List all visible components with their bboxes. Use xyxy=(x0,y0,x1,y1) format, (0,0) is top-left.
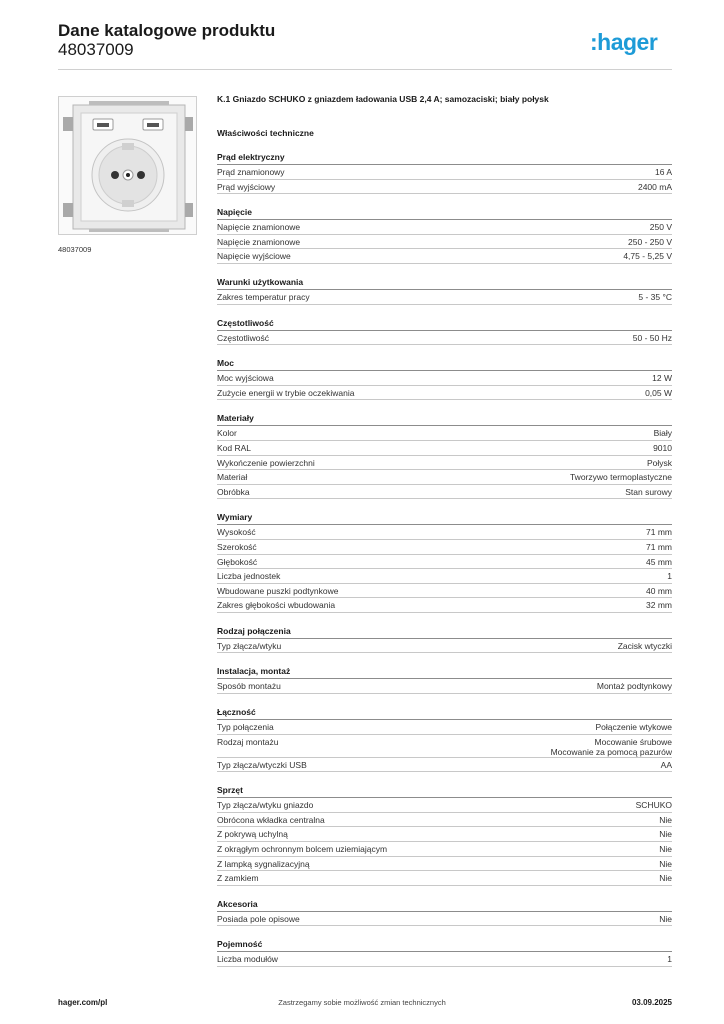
spec-row xyxy=(217,180,672,195)
spec-value-line: Tworzywo termoplastyczne xyxy=(569,472,672,483)
spec-row xyxy=(217,798,672,813)
hager-logo[interactable] xyxy=(590,28,675,60)
footer-date: 03.09.2025 xyxy=(631,998,672,1007)
spec-row xyxy=(217,456,672,471)
spec-value-line: 0,05 W xyxy=(645,387,672,398)
spec-value-line: Mocowanie za pomocą pazurów xyxy=(550,746,672,757)
spec-row xyxy=(217,441,672,456)
spec-value-line: 1 xyxy=(667,954,672,965)
spec-value-line: 1 xyxy=(667,571,672,582)
spec-group xyxy=(217,276,672,305)
spec-value xyxy=(646,600,672,610)
spec-value-line: 2400 mA xyxy=(637,181,672,192)
spec-row xyxy=(217,584,672,599)
spec-row xyxy=(217,249,672,264)
spec-row xyxy=(217,952,672,967)
spec-label: Liczba modułów xyxy=(217,954,278,965)
spec-group xyxy=(217,357,672,400)
spec-value xyxy=(638,182,672,192)
spec-row xyxy=(217,735,672,758)
spec-label: Zużycie energii w trybie oczekiwania xyxy=(217,387,355,398)
spec-value-line: 250 V xyxy=(649,222,672,233)
spec-row xyxy=(217,720,672,735)
spec-row xyxy=(217,485,672,500)
spec-row xyxy=(217,842,672,857)
spec-value xyxy=(633,333,672,343)
spec-label: Z lampką sygnalizacyjną xyxy=(217,858,310,869)
spec-label: Typ złącza/wtyczki USB xyxy=(217,759,307,770)
spec-value-line: Nie xyxy=(659,844,672,855)
spec-value-line: 40 mm xyxy=(646,585,672,596)
spec-value-line: Montaż podtynkowy xyxy=(596,681,672,692)
spec-row xyxy=(217,857,672,872)
spec-value-line: 32 mm xyxy=(646,600,672,611)
spec-label: Sposób montażu xyxy=(217,681,281,692)
spec-value-line: 12 W xyxy=(652,373,672,384)
spec-row xyxy=(217,290,672,305)
spec-group-title: Napięcie xyxy=(217,206,672,220)
spec-value-line: 250 - 250 V xyxy=(628,236,672,247)
spec-row xyxy=(217,165,672,180)
spec-value-line: Nie xyxy=(659,913,672,924)
spec-label: Z zamkiem xyxy=(217,873,259,884)
spec-group-title: Warunki użytkowania xyxy=(217,276,672,290)
spec-row xyxy=(217,331,672,346)
spec-value xyxy=(551,737,672,757)
spec-label: Zakres temperatur pracy xyxy=(217,291,310,302)
spec-row xyxy=(217,679,672,694)
spec-value-line: Biały xyxy=(653,428,672,439)
spec-value xyxy=(659,815,672,825)
spec-row xyxy=(217,758,672,773)
spec-group-title: Akcesoria xyxy=(217,898,672,912)
spec-value-line: Nie xyxy=(659,858,672,869)
spec-value xyxy=(659,873,672,883)
spec-row xyxy=(217,639,672,654)
spec-row xyxy=(217,426,672,441)
spec-value xyxy=(667,954,672,964)
spec-value xyxy=(661,760,672,770)
spec-value-line: 71 mm xyxy=(646,541,672,552)
spec-group xyxy=(217,317,672,346)
spec-value-line: Zacisk wtyczki xyxy=(617,640,672,651)
spec-row xyxy=(217,235,672,250)
spec-group xyxy=(217,706,672,772)
spec-row xyxy=(217,386,672,401)
spec-label: Zakres głębokości wbudowania xyxy=(217,600,336,611)
spec-value-line: SCHUKO xyxy=(635,800,672,811)
spec-value-line: 50 - 50 Hz xyxy=(632,332,672,343)
spec-group-title: Instalacja, montaż xyxy=(217,665,672,679)
header-divider xyxy=(58,69,672,70)
spec-value xyxy=(646,542,672,552)
spec-value xyxy=(625,487,672,497)
spec-group-title: Wymiary xyxy=(217,511,672,525)
spec-label: Typ złącza/wtyku xyxy=(217,640,282,651)
spec-label: Prąd znamionowy xyxy=(217,167,285,177)
properties-title: Właściwości techniczne xyxy=(217,128,314,138)
spec-row xyxy=(217,813,672,828)
spec-row xyxy=(217,871,672,886)
spec-label: Typ połączenia xyxy=(217,722,274,733)
spec-value-line: Nie xyxy=(659,814,672,825)
spec-value xyxy=(570,472,672,482)
page-title: Dane katalogowe produktu xyxy=(58,21,276,40)
spec-row xyxy=(217,827,672,842)
spec-value xyxy=(654,428,672,438)
spec-label: Napięcie wyjściowe xyxy=(217,251,291,262)
spec-group xyxy=(217,511,672,613)
product-image xyxy=(58,96,197,235)
spec-value xyxy=(652,373,672,383)
spec-group-title: Rodzaj połączenia xyxy=(217,625,672,639)
footer-website-link[interactable]: hager.com/pl xyxy=(58,998,108,1007)
spec-group xyxy=(217,784,672,886)
spec-value xyxy=(618,641,672,651)
footer-disclaimer: Zastrzegamy sobie możliwość zmian technicznych xyxy=(278,998,446,1007)
spec-label: Obrócona wkładka centralna xyxy=(217,814,325,825)
spec-label: Kolor xyxy=(217,428,237,439)
spec-row xyxy=(217,912,672,927)
spec-row xyxy=(217,555,672,570)
spec-value-line: 71 mm xyxy=(646,527,672,538)
spec-label: Wykończenie powierzchni xyxy=(217,457,315,468)
spec-group xyxy=(217,898,672,927)
spec-value-line: 9010 xyxy=(653,442,672,453)
spec-label: Liczba jednostek xyxy=(217,571,281,582)
spec-label: Głębokość xyxy=(217,556,258,567)
spec-value-line: 4,75 - 5,25 V xyxy=(623,251,672,262)
spec-row xyxy=(217,598,672,613)
spec-label: Napięcie znamionowe xyxy=(217,222,301,233)
spec-label: Typ złącza/wtyku gniazdo xyxy=(217,800,314,811)
spec-row xyxy=(217,525,672,540)
spec-value xyxy=(638,292,672,302)
spec-group xyxy=(217,938,672,967)
spec-group xyxy=(217,665,672,694)
spec-label: Napięcie znamionowe xyxy=(217,236,301,247)
spec-label: Materiał xyxy=(217,472,248,483)
spec-label: Moc wyjściowa xyxy=(217,373,274,384)
spec-label: Wbudowane puszki podtynkowe xyxy=(217,585,339,596)
spec-value xyxy=(653,443,672,453)
spec-group xyxy=(217,625,672,654)
spec-value-line: Połączenie wtykowe xyxy=(595,722,672,733)
spec-row xyxy=(217,371,672,386)
spec-value xyxy=(597,681,672,691)
spec-group-title: Prąd elektryczny xyxy=(217,151,672,165)
spec-row xyxy=(217,220,672,235)
spec-row xyxy=(217,540,672,555)
spec-label: Rodzaj montażu xyxy=(217,736,279,747)
spec-group-title: Materiały xyxy=(217,412,672,426)
spec-value xyxy=(636,800,672,810)
socket-illustration xyxy=(59,97,196,234)
spec-value-line: Stan surowy xyxy=(625,486,672,497)
spec-group-title: Częstotliwość xyxy=(217,317,672,331)
product-number: 48037009 xyxy=(58,40,134,59)
spec-value xyxy=(659,844,672,854)
spec-value xyxy=(659,914,672,924)
spec-label: Kod RAL xyxy=(217,442,252,453)
spec-value xyxy=(646,557,672,567)
spec-label: Wysokość xyxy=(217,527,256,538)
spec-value xyxy=(659,859,672,869)
hager-logo-text: :hager xyxy=(590,29,658,55)
spec-label: Obróbka xyxy=(217,486,250,497)
spec-value xyxy=(655,167,672,177)
spec-value xyxy=(645,388,672,398)
spec-row xyxy=(217,569,672,584)
spec-row xyxy=(217,470,672,485)
spec-label: Posiada pole opisowe xyxy=(217,913,300,924)
spec-value-line: AA xyxy=(660,759,672,770)
spec-value xyxy=(595,722,672,732)
spec-value-line: Nie xyxy=(659,873,672,884)
spec-value-line: 5 - 35 °C xyxy=(638,291,672,302)
image-caption: 48037009 xyxy=(58,245,92,254)
spec-value xyxy=(659,829,672,839)
spec-value-line: Połysk xyxy=(646,457,672,468)
spec-value xyxy=(623,251,672,261)
spec-group-title: Moc xyxy=(217,357,672,371)
spec-group xyxy=(217,206,672,264)
spec-value-line: 45 mm xyxy=(646,556,672,567)
spec-value-line: Mocowanie śrubowe xyxy=(594,736,672,747)
spec-label: Z pokrywą uchylną xyxy=(217,829,288,840)
spec-group-title: Łączność xyxy=(217,706,672,720)
spec-value xyxy=(628,237,672,247)
spec-label: Prąd wyjściowy xyxy=(217,181,276,192)
spec-groups xyxy=(217,151,672,967)
spec-group-title: Sprzęt xyxy=(217,784,672,798)
spec-label: Z okrągłym ochronnym bolcem uziemiającym xyxy=(217,844,388,855)
spec-value xyxy=(650,222,672,232)
spec-label: Szerokość xyxy=(217,541,257,552)
spec-group-title: Pojemność xyxy=(217,938,672,952)
spec-value-line: Nie xyxy=(659,829,672,840)
spec-group xyxy=(217,151,672,194)
product-title: K.1 Gniazdo SCHUKO z gniazdem ładowania USB 2,4 A; samozaciski; biały połysk xyxy=(217,94,549,104)
spec-value xyxy=(667,571,672,581)
spec-value xyxy=(646,527,672,537)
spec-content xyxy=(217,94,672,979)
spec-value-line: 16 A xyxy=(654,167,672,177)
spec-value xyxy=(646,586,672,596)
spec-label: Częstotliwość xyxy=(217,332,269,343)
spec-group xyxy=(217,412,672,499)
spec-value xyxy=(647,458,672,468)
